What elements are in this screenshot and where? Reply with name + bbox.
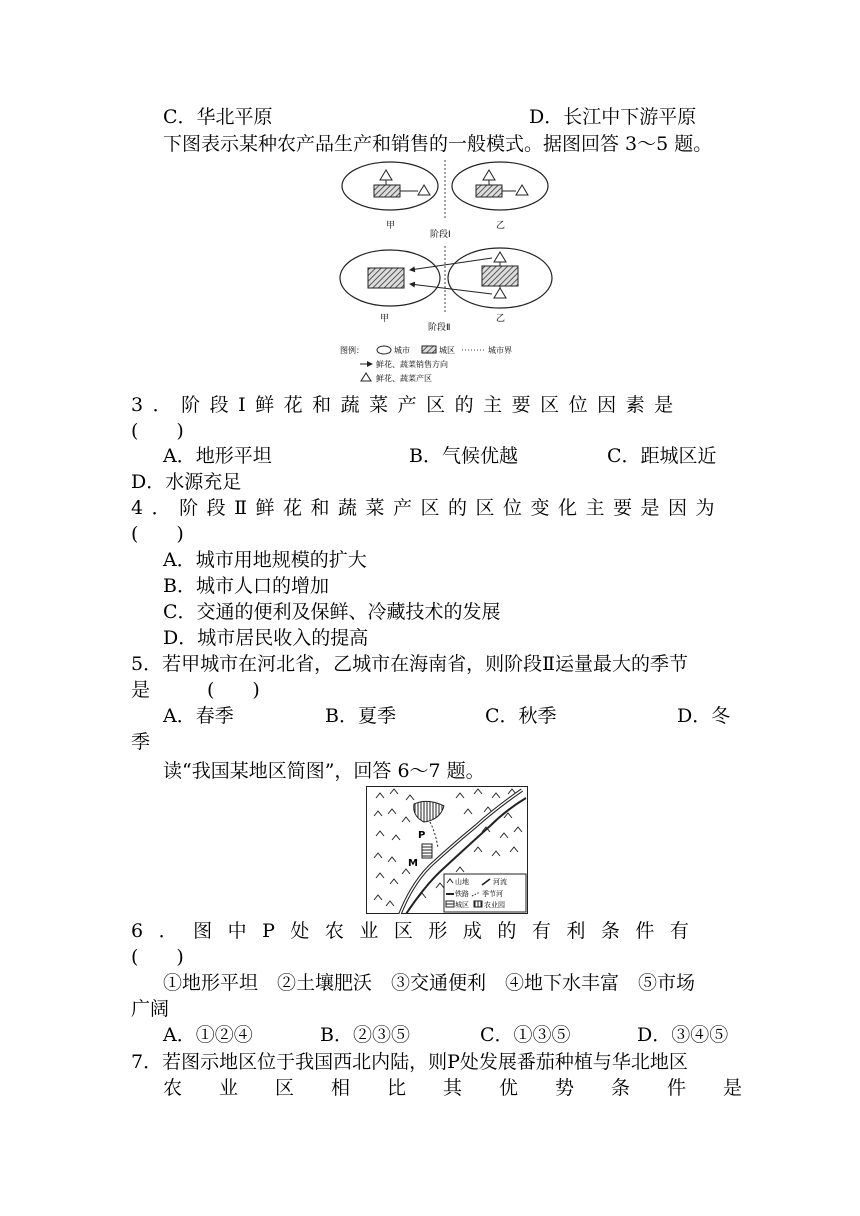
sales-arrow-2 xyxy=(410,284,492,294)
stage-1-diagram xyxy=(342,160,548,218)
legend-urban-symbol xyxy=(422,346,436,353)
q5-option-d: D．冬 xyxy=(677,705,731,727)
prod-area-yi-right xyxy=(516,185,528,195)
q6-option-d: D．③④⑤ xyxy=(637,1024,729,1046)
prod-area-yi-a xyxy=(494,252,506,262)
q5-line1: 5．若甲城市在河北省，乙城市在海南省，则阶段Ⅱ运量最大的季节 xyxy=(131,653,689,675)
q3-option-b: B．气候优越 xyxy=(409,445,518,467)
q4-paren: ( ) xyxy=(131,523,184,545)
legend-title: 图例： xyxy=(340,346,364,355)
q3-stem-text: 3．阶段Ⅰ鲜花和蔬菜产区的主要区位因素是 xyxy=(131,394,683,416)
legend-farm: 农业园 xyxy=(484,901,505,909)
q5-option-d-cont: 季 xyxy=(131,731,151,753)
legend-prod: 鲜花、蔬菜产区 xyxy=(376,374,432,383)
q5-option-c: C．秋季 xyxy=(485,705,557,727)
figure-production-pattern xyxy=(338,158,558,390)
label-stage-2: 阶段Ⅱ xyxy=(428,323,451,333)
prod-area-yi-b xyxy=(494,288,506,298)
urban-yi-stage1 xyxy=(476,185,502,197)
prev-option-c: C．华北平原 xyxy=(163,106,273,128)
q4-option-b: B．城市人口的增加 xyxy=(163,575,329,597)
q6-option-c: C．①③⑤ xyxy=(480,1024,571,1046)
legend-boundary: 城市界 xyxy=(488,346,512,355)
legend-urban-symbol xyxy=(446,901,454,907)
q3-stem xyxy=(131,392,731,418)
legend-city: 城市 xyxy=(394,346,410,355)
legend-urban: 城区 xyxy=(455,901,469,909)
q6-paren: ( ) xyxy=(131,946,184,968)
legend-city-symbol xyxy=(377,346,391,354)
q3-paren: ( ) xyxy=(131,420,184,442)
prev-option-d: D．长江中下游平原 xyxy=(529,106,697,128)
legend-river: 河流 xyxy=(493,878,507,886)
label-yi-1: 乙 xyxy=(496,221,506,231)
q4-stem: 4．阶段Ⅱ鲜花和蔬菜产区的区位变化主要是因为 xyxy=(131,497,724,519)
urban-jia-stage1 xyxy=(374,185,400,197)
legend-urban: 城区 xyxy=(439,346,455,355)
label-stage-1: 阶段Ⅰ xyxy=(430,230,451,240)
q4-option-a: A．城市用地规模的扩大 xyxy=(163,549,367,571)
q6-option-a: A．①②④ xyxy=(163,1024,253,1046)
legend-sales: 鲜花、蔬菜销售方向 xyxy=(376,360,448,369)
q6-options-line2: 广阔 xyxy=(131,998,170,1020)
legend-rail: 铁路 xyxy=(455,890,469,898)
prod-area-jia-right xyxy=(418,185,430,195)
label-M: M xyxy=(408,858,418,869)
stage-2-diagram xyxy=(340,246,552,312)
label-jia-2: 甲 xyxy=(380,314,390,324)
prod-area-yi-top xyxy=(483,170,495,180)
q6-option-b: B．②③⑤ xyxy=(320,1024,410,1046)
q3-option-a: A．地形平坦 xyxy=(163,445,272,467)
legend-mountain: 山地 xyxy=(455,878,469,886)
legend-seasonal: 季节河 xyxy=(482,890,503,898)
urban-jia-stage2 xyxy=(368,268,404,288)
q5-option-b: B．夏季 xyxy=(325,705,396,727)
q7-line1: 7．若图示地区位于我国西北内陆，则P处发展番茄种植与华北地区 xyxy=(131,1051,688,1073)
q3-option-c: C．距城区近 xyxy=(607,445,717,467)
urban-yi-stage2 xyxy=(482,266,518,286)
figure1-legend xyxy=(340,345,512,383)
label-yi-2: 乙 xyxy=(496,314,506,324)
q6-options-line1: ①地形平坦 ②土壤肥沃 ③交通便利 ④地下水丰富 ⑤市场 xyxy=(163,972,696,994)
intro-3-5: 下图表示某种农产品生产和销售的一般模式。据图回答 3～5 题。 xyxy=(163,133,713,155)
q5-option-a: A．春季 xyxy=(163,705,234,727)
q6-stem: 6．图中P处农业区形成的有利条件有 xyxy=(131,920,705,942)
q5-line2: 是 ( ) xyxy=(131,679,260,701)
q7-line2: 农业区相比其优势条件是 xyxy=(163,1077,780,1099)
q3-option-d: D．水源充足 xyxy=(131,471,242,493)
prod-area-jia-top xyxy=(380,170,392,180)
label-P: P xyxy=(418,830,426,841)
legend-prod-symbol xyxy=(361,373,371,381)
q4-option-d: D．城市居民收入的提高 xyxy=(163,627,369,649)
legend-farm-symbol xyxy=(474,901,482,907)
figure-region-map xyxy=(366,786,528,914)
intro-6-7: 读“我国某地区简图”，回答 6～7 题。 xyxy=(163,760,485,782)
map-legend xyxy=(444,874,526,912)
label-jia-1: 甲 xyxy=(386,221,396,231)
q4-option-c: C．交通的便利及保鲜、冷藏技术的发展 xyxy=(163,601,501,623)
urban-area xyxy=(422,844,432,858)
